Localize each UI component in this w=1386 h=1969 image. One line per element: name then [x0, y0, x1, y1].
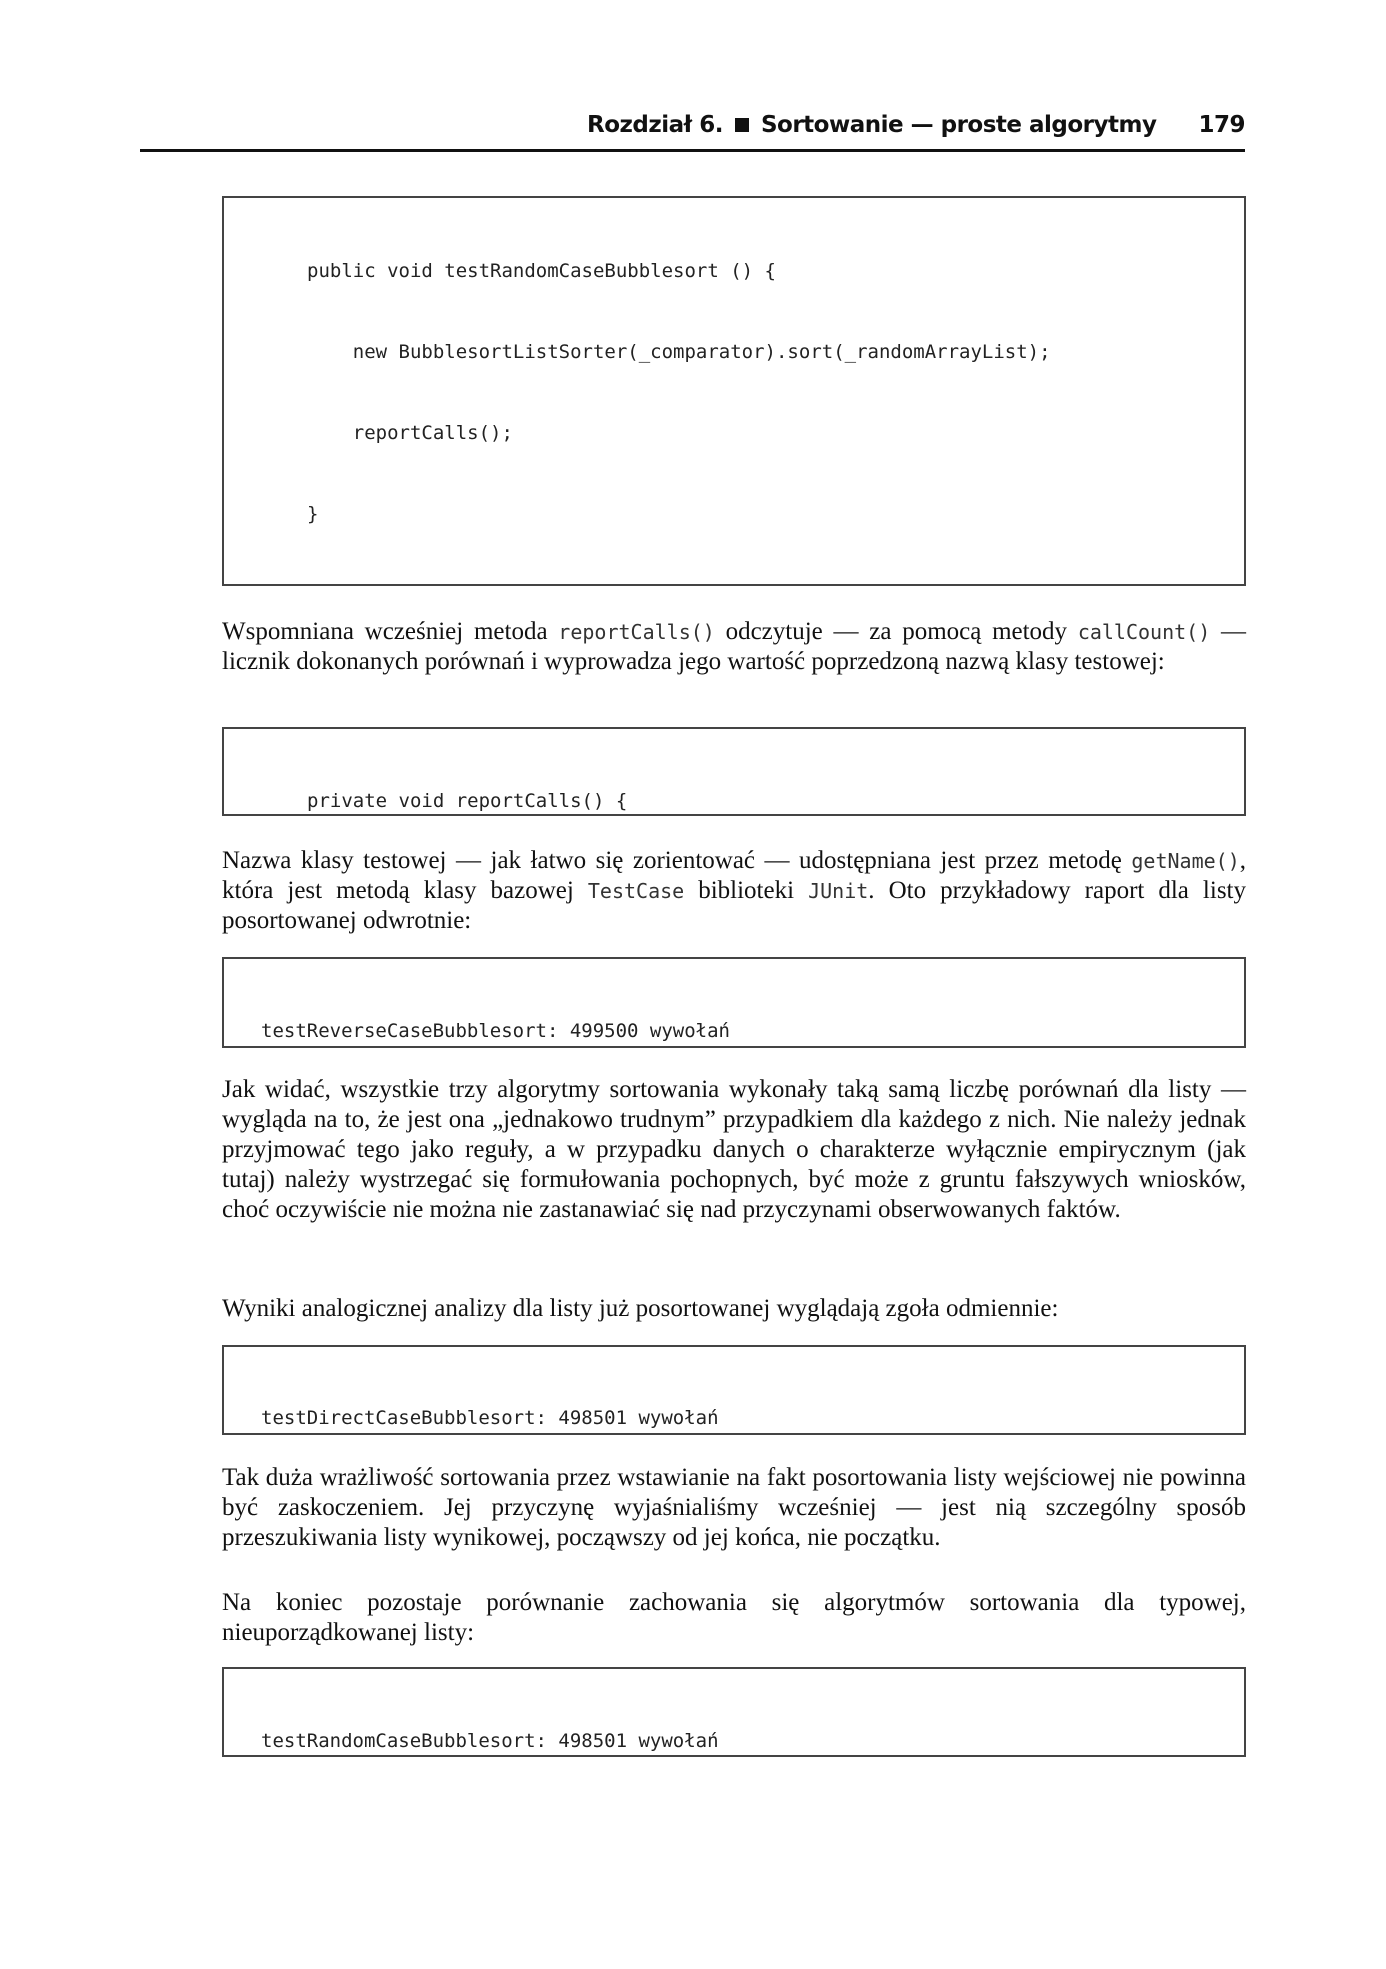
code-line: reportCalls();	[307, 422, 513, 444]
output-line: testRandomCaseBubblesort: 498501 wywołań	[261, 1730, 719, 1752]
paragraph-random-intro: Na koniec pozostaje porównanie zachowania się algorytmów sortowania dla typowej, nieuporządkowanej listy:	[222, 1589, 1246, 1646]
text-span: . Oto przykładowy raport dla listy posortowanej odwrotnie:	[222, 877, 1246, 934]
text-span: — licznik dokonanych porównań i wyprowadza jego wartość poprzedzoną nazwą klasy testowej:	[222, 618, 1247, 675]
paragraph-direct-intro: Wyniki analogicznej analizy dla listy już posortowanej wyglądają zgoła odmiennie:	[222, 1295, 1059, 1322]
code-listing-random-tests	[222, 196, 1246, 586]
paragraph-analysis: Jak widać, wszystkie trzy algorytmy sortowania wykonały taką samą liczbę porównań dla listy — wygląda na to, że jest ona „jednakowo trudnym” przypadkiem dla każdego z nich. Nie należy jednak przyjmować tego jako reguły, a w przypadku danych o charakterze wyłącznie empirycznym (jak tutaj) należy wystrzegać się formułowania pochopnych, być może z gruntu fałszywych wniosków, choć oczywiście nie można nie zastanawiać się nad przyczynami obserwowanych faktów.	[222, 1076, 1246, 1223]
inline-code: JUnit	[808, 879, 869, 903]
code-line: }	[307, 503, 319, 525]
running-header	[140, 112, 1245, 152]
output-random-list	[222, 1667, 1246, 1757]
paragraph-report-calls	[222, 617, 1246, 677]
output-line: testDirectCaseBubblesort: 498501 wywołań	[261, 1407, 719, 1429]
inline-code: callCount()	[1077, 620, 1211, 644]
paragraph-insertion-sensitivity: Tak duża wrażliwość sortowania przez wstawianie na fakt posortowania listy wejściowej nie powinna być zaskoczeniem. Jej przyczynę wyjaśnialiśmy wcześniej — jest nią szczególny sposób przeszukiwania listy wynikowej, począwszy od jej końca, nie początku.	[222, 1464, 1246, 1551]
inline-code: getName()	[1131, 849, 1240, 873]
text-span: Wspomniana wcześniej metoda	[222, 618, 559, 645]
paragraph-test-name	[222, 846, 1246, 936]
code-line: public void testRandomCaseBubblesort () {	[307, 260, 776, 282]
output-reverse-sorted	[222, 957, 1246, 1048]
text-span: , która jest metodą klasy bazowej	[222, 847, 1246, 904]
code-line	[307, 582, 1244, 586]
inline-code: reportCalls()	[558, 620, 715, 644]
text-span: Nazwa klasy testowej — jak łatwo się zorientować — udostępniana jest przez metodę	[222, 847, 1132, 874]
inline-code: TestCase	[587, 879, 685, 903]
code-listing-report-calls	[222, 727, 1246, 816]
text-span: biblioteki	[684, 877, 809, 904]
section-title: Sortowanie — proste algorytmy	[760, 112, 1157, 138]
square-bullet-icon	[735, 118, 749, 132]
code-line: new BubblesortListSorter(_comparator).sort(_randomArrayList);	[307, 341, 1051, 363]
page-number: 179	[1198, 112, 1245, 138]
output-line: testReverseCaseBubblesort: 499500 wywołań	[261, 1020, 730, 1042]
output-direct-sorted	[222, 1345, 1246, 1435]
chapter-label: Rozdział 6.	[587, 112, 723, 138]
code-line: private void reportCalls() {	[307, 790, 628, 812]
text-span: odczytuje — za pomocą metody	[714, 618, 1078, 645]
